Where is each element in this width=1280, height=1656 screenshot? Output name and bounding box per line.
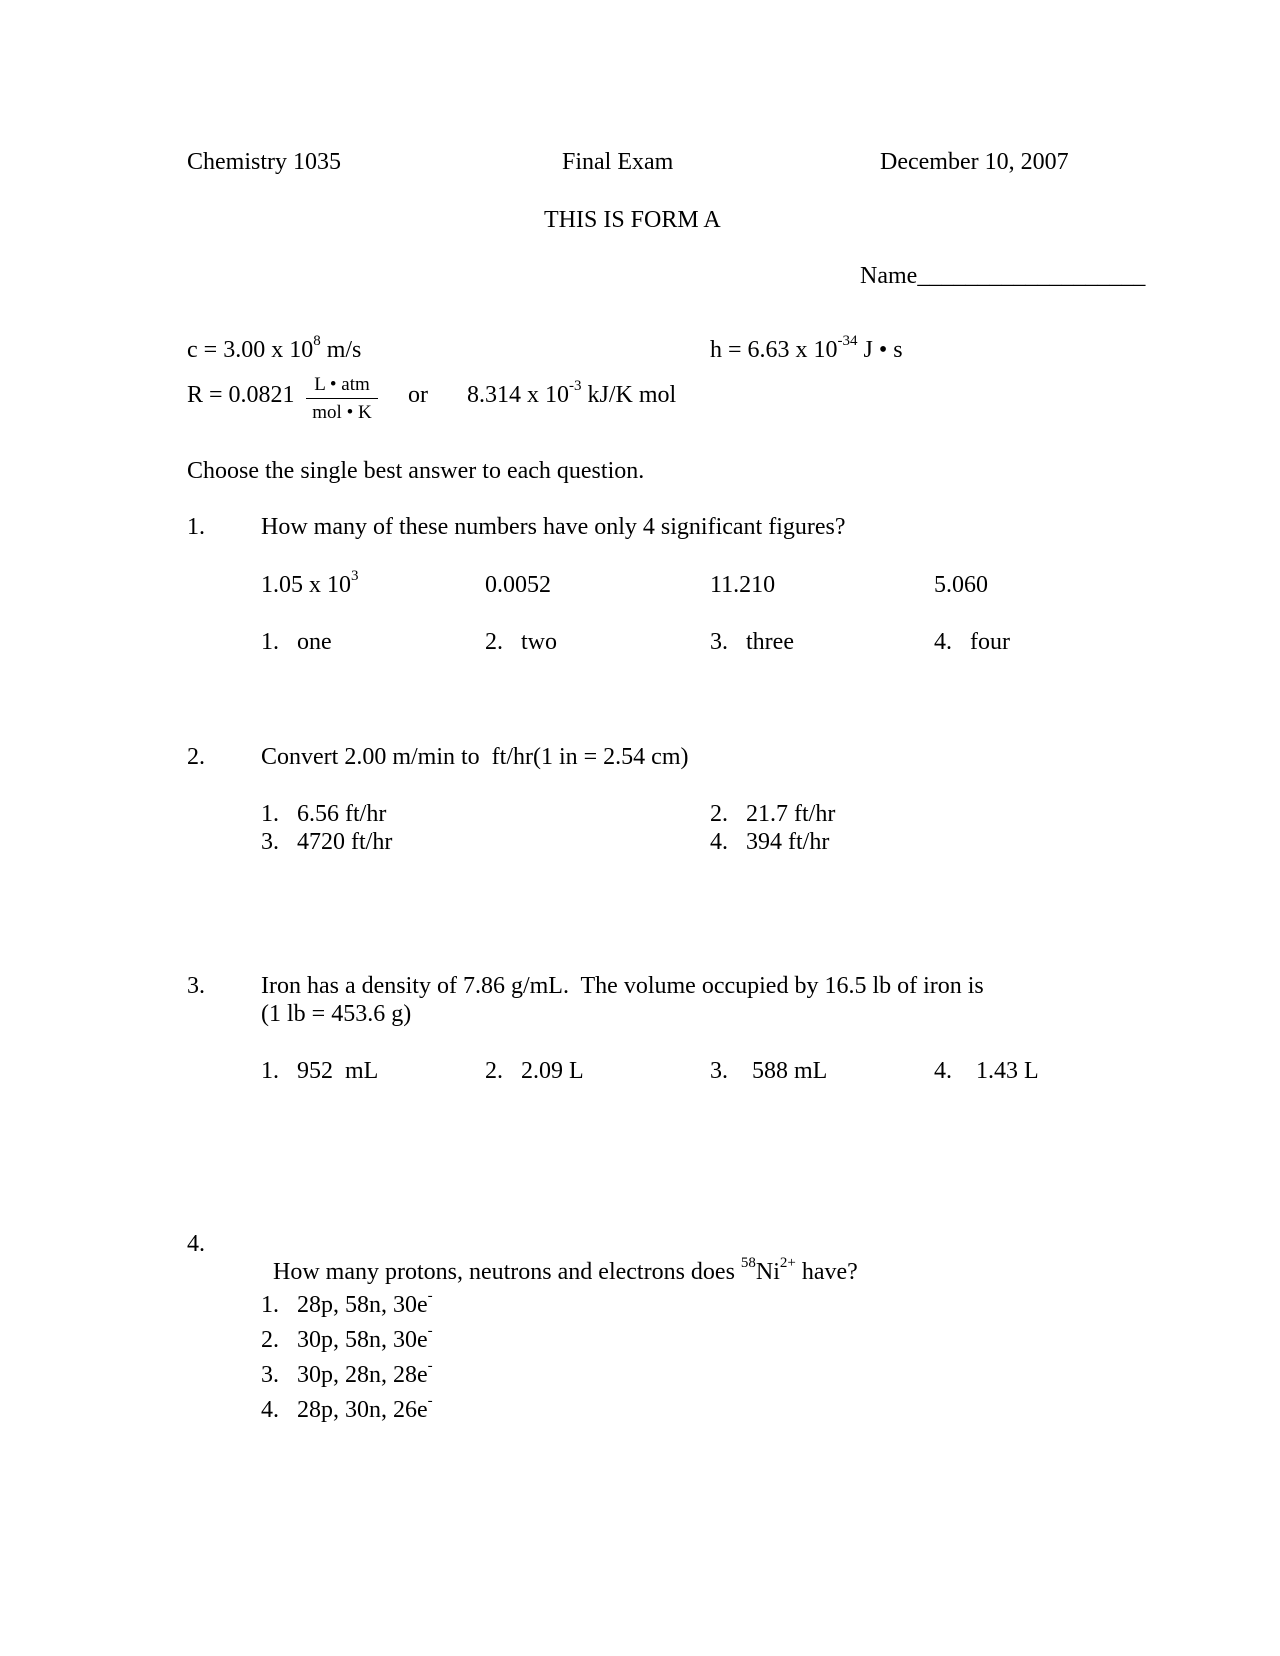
answer-choice[interactable]: 2. 2.09 L (485, 1058, 584, 1084)
gas-constant-fraction (306, 375, 378, 422)
exam-title: Final Exam (562, 149, 674, 175)
answer-choice[interactable]: 1. 28p, 58n, 30e- (261, 1288, 433, 1318)
answer-choice[interactable]: 4. 28p, 30n, 26e- (261, 1393, 433, 1423)
fraction-numerator: L • atm (306, 375, 378, 399)
instructions: Choose the single best answer to each question. (187, 458, 645, 484)
answer-choice[interactable]: 4. 394 ft/hr (710, 829, 830, 855)
gas-constant-label: R = 0.0821 (187, 382, 295, 408)
question-text: Iron has a density of 7.86 g/mL. The volume occupied by 16.5 lb of iron is (261, 973, 984, 999)
answer-choice[interactable]: 3. 30p, 28n, 28e- (261, 1358, 433, 1388)
answer-choice[interactable]: 4. four (934, 629, 1010, 655)
sigfig-value: 1.05 x $10^3$ (261, 568, 359, 598)
answer-choice[interactable]: 2. 21.7 ft/hr (710, 801, 836, 827)
answer-choice[interactable]: 2. two (485, 629, 557, 655)
question-number: 1. (187, 514, 205, 540)
answer-choice[interactable]: 3. three (710, 629, 794, 655)
mass-number: 58 (740, 1254, 756, 1271)
sigfig-value: 0.0052 (485, 572, 551, 598)
form-label: THIS IS FORM A (544, 207, 721, 233)
answer-choice[interactable]: 2. 30p, 58n, 30e- (261, 1323, 433, 1353)
speed-of-light-constant: c = 3.00 x $10^8$ m/s (187, 333, 362, 363)
name-blank: ___________________ (917, 263, 1146, 289)
course-title: Chemistry 1035 (187, 149, 341, 175)
answer-choice[interactable]: 3. 588 mL (710, 1058, 828, 1084)
question-text: Convert 2.00 m/min to ft/hr(1 in = 2.54 cm) (261, 744, 689, 770)
element-symbol: Ni (755, 1258, 780, 1285)
gas-constant-alt: 8.314 x $10^{-3}$ kJ/K mol (467, 378, 677, 408)
question-number: 2. (187, 744, 205, 770)
or-text: or (408, 382, 428, 408)
ion-charge: 2+ (779, 1254, 796, 1271)
question-number: 3. (187, 973, 205, 999)
question-text: How many protons, neutrons and electrons does $^{58}Ni^{2+}$ have? (273, 1254, 858, 1285)
answer-choice[interactable]: 1. 952 mL (261, 1058, 379, 1084)
sigfig-value: 5.060 (934, 572, 988, 598)
answer-choice[interactable]: 3. 4720 ft/hr (261, 829, 393, 855)
question-text-continued: (1 lb = 453.6 g) (261, 1001, 412, 1027)
fraction-denominator: mol • K (312, 402, 372, 423)
planck-constant: h = 6.63 x $10^{-34}$ J • s (710, 333, 903, 363)
sigfig-value: 11.210 (710, 572, 776, 598)
name-field[interactable] (860, 263, 1145, 291)
answer-choice[interactable]: 1. one (261, 629, 332, 655)
name-label: Name (860, 263, 918, 289)
question-text: How many of these numbers have only 4 significant figures? (261, 514, 846, 540)
exam-date: December 10, 2007 (880, 149, 1069, 175)
answer-choice[interactable]: 1. 6.56 ft/hr (261, 801, 387, 827)
question-number: 4. (187, 1231, 205, 1257)
answer-choice[interactable]: 4. 1.43 L (934, 1058, 1039, 1084)
